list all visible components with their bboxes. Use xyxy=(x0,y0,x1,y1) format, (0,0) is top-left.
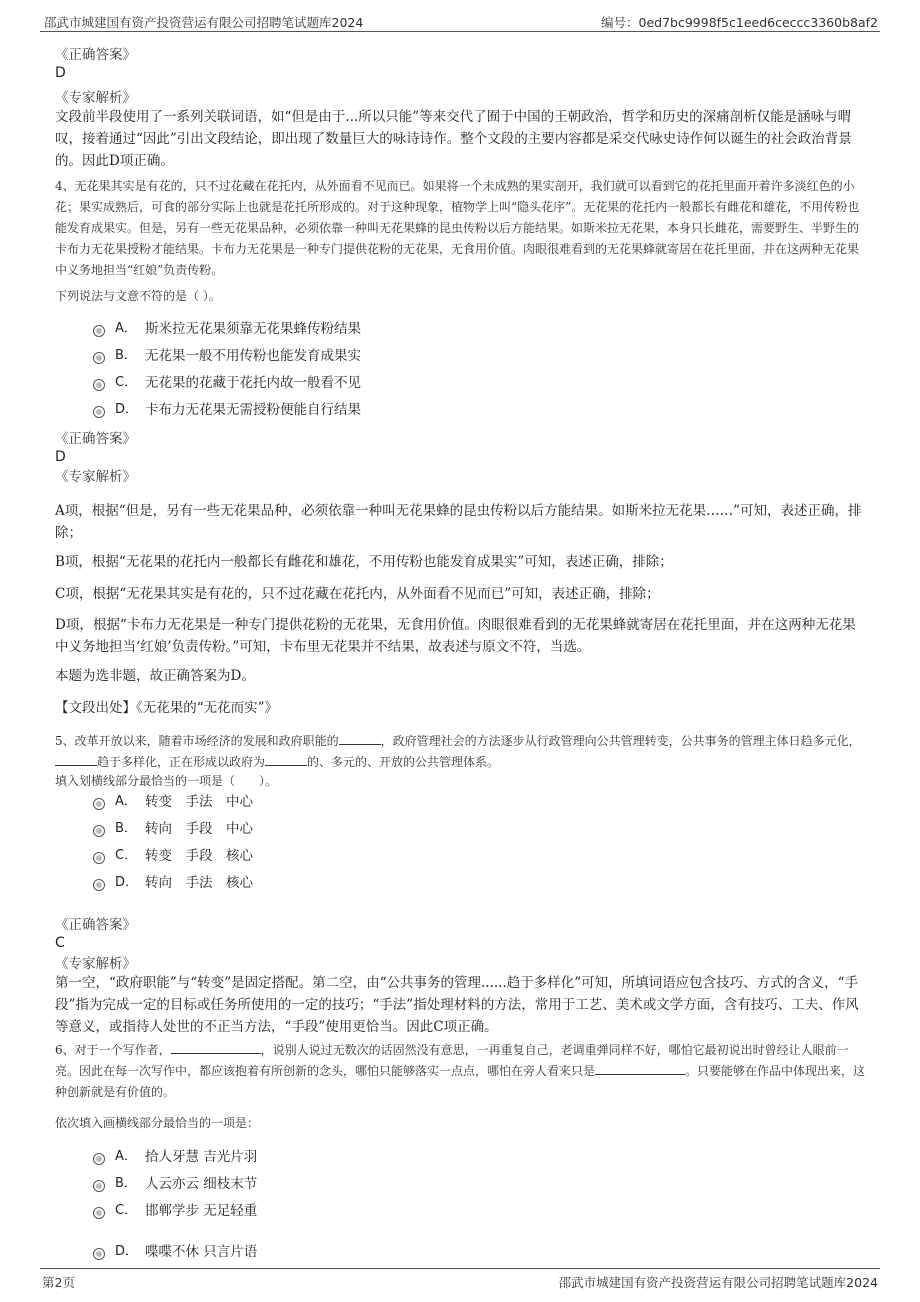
option-letter: D． xyxy=(115,875,139,890)
option-text: 邯郸学步 无足轻重 xyxy=(145,1203,258,1219)
header-doc-id: 编号：0ed7bc9998f5c1eed6ceccc3360b8af2 xyxy=(601,15,878,30)
analysis-item-a: A项，根据“但是，另有一些无花果品种，必须依靠一种叫无花果蜂的昆虫传粉以后方能结果。如斯米拉无花果……”可知，表述正确，排除； xyxy=(55,503,862,541)
option-letter: D． xyxy=(115,402,139,417)
option-letter: A． xyxy=(115,321,137,336)
correct-answer-label: 《正确答案》 xyxy=(55,917,136,933)
question-6-text-2: ，说别人说过无数次的话固然没有意思，一再重复自己，老调重弹同样不好，哪怕它最初说出时曾经让人眼前一亮。因此在每一次写作中，都应该抱着有所创新的念头，哪怕只能够落实一点点，哪怕在旁人看来只是 xyxy=(55,1043,849,1078)
correct-answer-label: 《正确答案》 xyxy=(55,431,136,447)
option-letter: A． xyxy=(115,794,137,809)
question-5-text-4: 的、多元的、开放的公共管理体系。 xyxy=(307,755,500,769)
footer-title: 邵武市城建国有资产投资营运有限公司招聘笔试题库2024 xyxy=(558,1275,878,1290)
option-letter: B． xyxy=(115,821,137,836)
option-text: 拾人牙慧 吉光片羽 xyxy=(145,1149,258,1165)
page-footer xyxy=(40,1268,880,1292)
radio-icon[interactable] xyxy=(93,798,105,810)
page-header xyxy=(40,10,880,32)
radio-icon[interactable] xyxy=(93,1153,105,1165)
radio-icon[interactable] xyxy=(93,825,105,837)
option-text: 斯米拉无花果须靠无花果蜂传粉结果 xyxy=(145,321,361,337)
radio-icon[interactable] xyxy=(93,1248,105,1260)
correct-answer-value: C xyxy=(55,935,65,951)
header-title: 邵武市城建国有资产投资营运有限公司招聘笔试题库2024 xyxy=(44,15,364,30)
expert-analysis-label: 《专家解析》 xyxy=(55,469,136,485)
fill-blank xyxy=(339,733,381,745)
correct-answer-value: D xyxy=(55,65,66,81)
question-4-prompt: 下列说法与文意不符的是（ ）。 xyxy=(55,289,221,303)
analysis-item-b: B项，根据“无花果的花托内一般都长有雌花和雄花，不用传粉也能发育成果实”可知，表述正确，排除； xyxy=(55,554,673,570)
option-text: 喋喋不休 只言片语 xyxy=(145,1244,258,1260)
option-letter: B． xyxy=(115,1176,137,1191)
option-letter: D． xyxy=(115,1244,139,1259)
passage-source: 【文段出处】《无花果的“无花而实”》 xyxy=(55,700,279,716)
option-letter: B． xyxy=(115,348,137,363)
radio-icon[interactable] xyxy=(93,406,105,418)
analysis-item-d: D项，根据“卡布力无花果是一种专门提供花粉的无花果，无食用价值。肉眼很难看到的无花果蜂就寄居在花托里面，并在这两种无花果中义务地担当‘红娘’负责传粉。”可知，卡布里无花果并不结果，故表述与原文不符，当选。 xyxy=(55,617,856,655)
option-letter: A． xyxy=(115,1149,137,1164)
expert-analysis-label: 《专家解析》 xyxy=(55,956,136,972)
radio-icon[interactable] xyxy=(93,352,105,364)
question-5-stem xyxy=(55,731,867,773)
page-number: 第2页 xyxy=(42,1275,75,1290)
radio-icon[interactable] xyxy=(93,852,105,864)
option-text: 卡布力无花果无需授粉便能自行结果 xyxy=(145,402,361,418)
option-text: 转向 手法 核心 xyxy=(145,875,253,891)
radio-icon[interactable] xyxy=(93,325,105,337)
option-text: 转变 手法 中心 xyxy=(145,794,253,810)
question-6-prompt: 依次填入画横线部分最恰当的一项是： xyxy=(55,1116,260,1130)
question-6-text-1: 6、对于一个写作者， xyxy=(55,1043,171,1057)
option-letter: C． xyxy=(115,375,138,390)
option-letter: C． xyxy=(115,1203,138,1218)
option-text: 人云亦云 细枝末节 xyxy=(145,1176,258,1192)
fill-blank xyxy=(171,1042,261,1054)
option-text: 无花果的花藏于花托内故一般看不见 xyxy=(145,375,361,391)
option-text: 无花果一般不用传粉也能发育成果实 xyxy=(145,348,361,364)
question-5-text-3: 趋于多样化，正在形成以政府为 xyxy=(97,755,266,769)
fill-blank xyxy=(55,754,97,766)
question-4-passage: 4、无花果其实是有花的，只不过花藏在花托内，从外面看不见而已。如果将一个未成熟的果实剖开，我们就可以看到它的花托里面开着许多淡红色的小花；果实成熟后，可食的部分实际上也就是花托所形成的。对于这种现象，植物学上叫“隐头花序”。无花果的花托内一般都长有雌花和雄花，不用传粉也能发育成果实。但是，另有一些无花果品种，必须依靠一种叫无花果蜂的昆虫传粉以后方能结果。如斯米拉无花果，本身只长雌花，需要野生、半野生的卡布力无花果授粉才能结果。卡布力无花果是一种专门提供花粉的无花果，无食用价值。肉眼很难看到的无花果蜂就寄居在花托里面，并在这两种无花果中义务地担当“红娘”负责传粉。 xyxy=(55,179,860,277)
fill-blank xyxy=(265,754,307,766)
fill-blank xyxy=(595,1063,685,1075)
expert-analysis-text: 文段前半段使用了一系列关联词语，如“但是由于...所以只能”等来交代了囿于中国的王朝政治，哲学和历史的深痛剖析仅能是涵咏与喟叹，接着通过“因此”引出文段结论，即出现了数量巨大的咏诗诗作。整个文段的主要内容都是采交代咏史诗作何以诞生的社会政治背景的。因此D项正确。 xyxy=(55,109,852,169)
question-5-prompt: 填入划横线部分最恰当的一项是（ ）。 xyxy=(55,774,278,788)
correct-answer-label: 《正确答案》 xyxy=(55,47,136,63)
radio-icon[interactable] xyxy=(93,1207,105,1219)
question-6-stem xyxy=(55,1040,867,1103)
radio-icon[interactable] xyxy=(93,1180,105,1192)
correct-answer-value: D xyxy=(55,449,66,465)
expert-analysis-label: 《专家解析》 xyxy=(55,90,136,106)
radio-icon[interactable] xyxy=(93,379,105,391)
question-6-text-3: 。只要能够在作品中体现出来，这种创新就是有价值的。 xyxy=(55,1064,866,1099)
radio-icon[interactable] xyxy=(93,879,105,891)
analysis-item-c: C项，根据“无花果其实是有花的，只不过花藏在花托内，从外面看不见而已”可知，表述正确，排除； xyxy=(55,586,660,602)
expert-analysis-text: 第一空，“政府职能”与“转变”是固定搭配。第二空，由“公共事务的管理......趋于多样化”可知，所填词语应包含技巧、方式的含义，“手段”指为完成一定的目标或任务所使用的一定的技巧；“手法”指处理材料的方法，常用于工艺、美术或文学方面，含有技巧、工夫、作风等意义，或指待人处世的不正当方法，“手段”使用更恰当。因此C项正确。 xyxy=(55,975,859,1035)
question-5-text-1: 5、改革开放以来，随着市场经济的发展和政府职能的 xyxy=(55,734,339,748)
option-letter: C． xyxy=(115,848,138,863)
option-text: 转向 手段 中心 xyxy=(145,821,253,837)
question-5-text-2: ，政府管理社会的方法逐步从行政管理向公共管理转变，公共事务的管理主体日趋多元化， xyxy=(380,734,861,748)
analysis-conclusion: 本题为选非题，故正确答案为D。 xyxy=(55,668,255,684)
option-text: 转变 手段 核心 xyxy=(145,848,253,864)
